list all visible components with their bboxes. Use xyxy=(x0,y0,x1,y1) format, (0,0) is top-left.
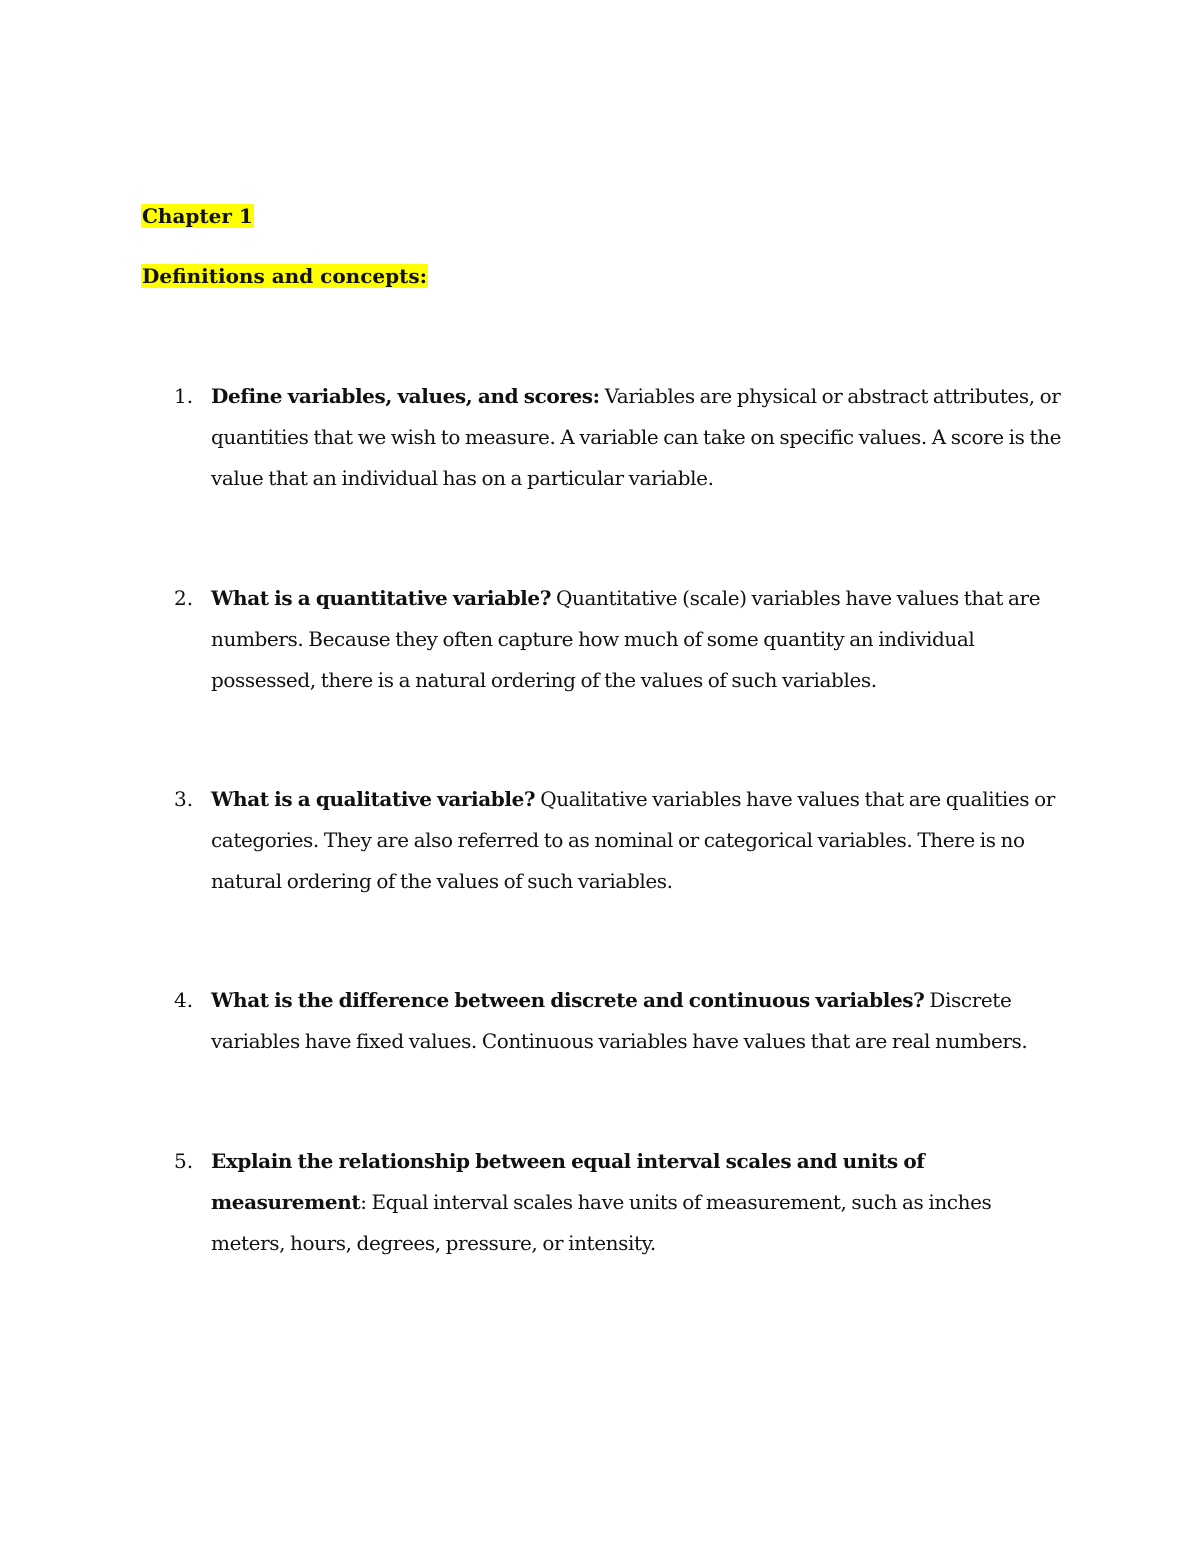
item-number: 2. xyxy=(174,586,194,610)
item-answer: : Equal interval scales have units of measurement, such as inches meters, hours, degrees, pressure, or intensity. xyxy=(211,1190,992,1255)
item-body xyxy=(211,779,1061,902)
item-number: 3. xyxy=(174,787,194,811)
item-term: What is a quantitative variable? xyxy=(211,586,552,610)
item-number: 5. xyxy=(174,1149,194,1173)
item-body xyxy=(211,578,1061,701)
section-title-highlight: Definitions and concepts: xyxy=(142,264,427,288)
item-term: What is the difference between discrete and continuous variables? xyxy=(211,988,925,1012)
item-term: Define variables, values, and scores: xyxy=(211,384,600,408)
item-answer: Discrete variables have fixed values. Continuous variables have values that are real numbers. xyxy=(211,988,1028,1053)
item-body xyxy=(211,1141,1061,1264)
item-term: What is a qualitative variable? xyxy=(211,787,536,811)
item-answer: Variables are physical or abstract attributes, or quantities that we wish to measure. A variable can take on specific values. A score is the value that an individual has on a particular variable. xyxy=(211,384,1062,490)
item-answer: Qualitative variables have values that are qualities or categories. They are also referred to as nominal or categorical variables. There is no natural ordering of the values of such variables. xyxy=(211,787,1055,893)
item-number: 1. xyxy=(174,384,194,408)
item-body xyxy=(211,376,1061,499)
chapter-title xyxy=(141,203,254,229)
item-term: Explain the relationship between equal interval scales and units of measurement xyxy=(211,1149,925,1214)
chapter-title-highlight: Chapter 1 xyxy=(142,204,253,228)
item-answer: Quantitative (scale) variables have values that are numbers. Because they often capture how much of some quantity an individual possessed, there is a natural ordering of the values of such variables. xyxy=(211,586,1041,692)
item-number: 4. xyxy=(174,988,194,1012)
section-title xyxy=(141,263,428,289)
item-body xyxy=(211,980,1061,1062)
